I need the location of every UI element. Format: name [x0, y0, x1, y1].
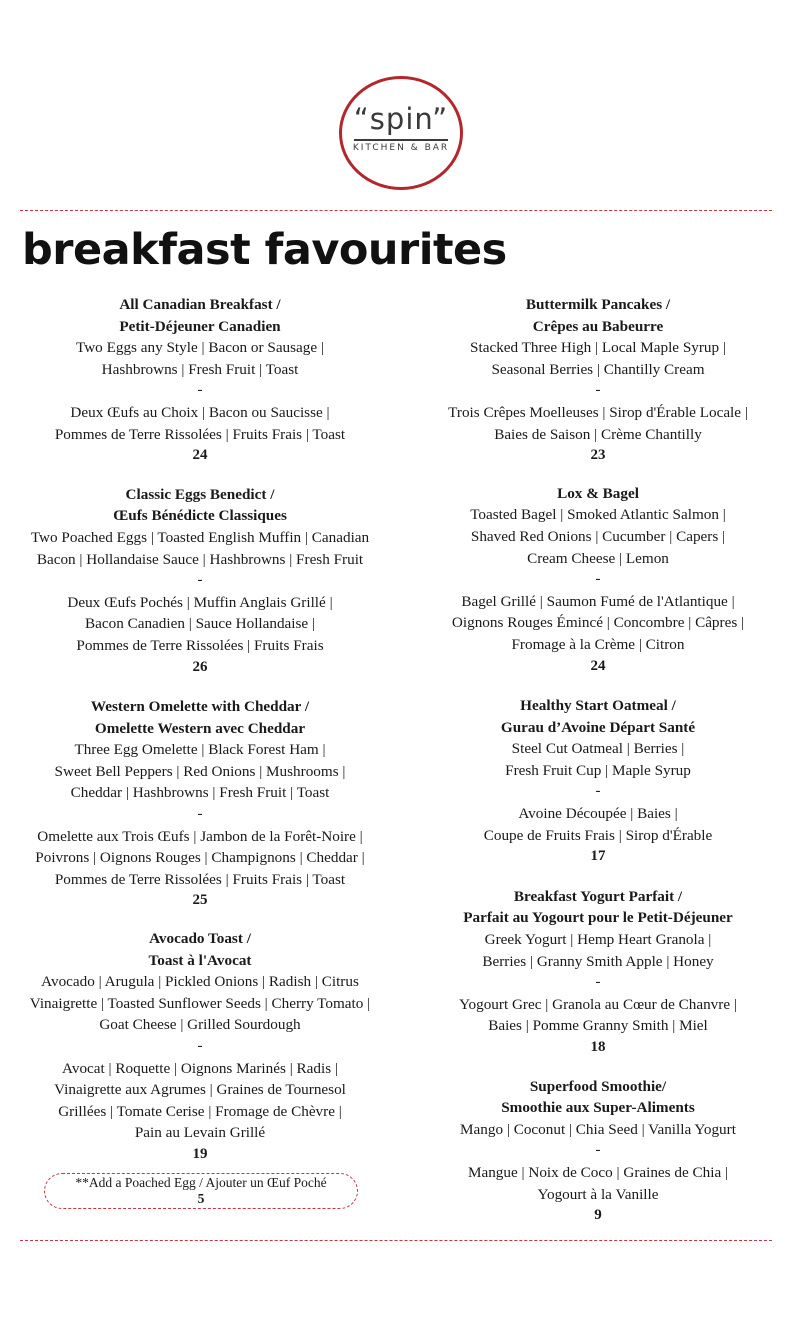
item-description-fr: Coupe de Fruits Frais | Sirop d'Érable — [483, 826, 713, 844]
item-description-fr: Pommes de Terre Rissolées | Fruits Frais | Toast — [54, 425, 346, 443]
item-description-en: Toasted Bagel | Smoked Atlantic Salmon | — [470, 506, 726, 524]
item-description-fr: Pain au Levain Grillé — [134, 1124, 266, 1142]
item-description-en: Goat Cheese | Grilled Sourdough — [99, 1016, 301, 1034]
item-description-en: Sweet Bell Peppers | Red Onions | Mushrooms | — [54, 762, 346, 780]
item-title: All Canadian Breakfast / — [119, 296, 281, 313]
item-description-en: Vinaigrette | Toasted Sunflower Seeds | Cherry Tomato | — [29, 994, 371, 1012]
item-description-fr: Avocat | Roquette | Oignons Marinés | Radis | — [62, 1059, 338, 1077]
item-description-en: Two Poached Eggs | Toasted English Muffin | Canadian — [30, 528, 370, 546]
item-separator: - — [595, 382, 601, 399]
item-separator: - — [197, 806, 203, 823]
item-separator: - — [197, 572, 203, 589]
item-description-en: Shaved Red Onions | Cucumber | Capers | — [470, 527, 726, 545]
item-title: Buttermilk Pancakes / — [525, 296, 671, 313]
item-title: Healthy Start Oatmeal / — [520, 697, 676, 715]
item-title: Smoothie aux Super-Aliments — [501, 1099, 695, 1117]
item-title: Breakfast Yogurt Parfait / — [513, 887, 683, 905]
item-title: Omelette Western avec Cheddar — [94, 719, 306, 737]
item-description-fr: Yogourt à la Vanille — [537, 1185, 659, 1203]
addon-badge — [44, 1173, 358, 1209]
addon-text: **Add a Poached Egg / Ajouter un Œuf Poché — [75, 1175, 327, 1190]
item-price: 17 — [590, 848, 606, 865]
menu-item — [400, 695, 796, 868]
item-description-fr: Fromage à la Crème | Citron — [511, 635, 685, 653]
right-menu-column — [400, 294, 796, 1227]
logo-wordmark: “spin” — [353, 102, 449, 136]
item-separator: - — [197, 382, 203, 399]
item-description-fr: Yogourt Grec | Granola au Cœur de Chanvre | — [459, 995, 737, 1013]
item-description-fr: Trois Crêpes Moelleuses | Sirop d'Érable Locale | — [448, 403, 748, 421]
item-price: 9 — [594, 1207, 602, 1224]
item-description-fr: Vinaigrette aux Agrumes | Graines de Tournesol — [54, 1081, 346, 1099]
item-description-fr: Omelette aux Trois Œufs | Jambon de la Forêt-Noire | — [37, 827, 363, 845]
top-divider — [20, 210, 772, 211]
bottom-divider — [20, 1240, 772, 1241]
menu-item — [400, 483, 796, 677]
item-price: 18 — [590, 1039, 606, 1055]
item-title: Classic Eggs Benedict / — [125, 485, 275, 503]
item-description-en: Three Egg Omelette | Black Forest Ham | — [74, 741, 326, 759]
item-separator: - — [595, 974, 601, 991]
item-description-fr: Deux Œufs Pochés | Muffin Anglais Grillé | — [67, 593, 333, 611]
item-title: Petit-Déjeuner Canadien — [119, 317, 281, 335]
item-description-en: Mango | Coconut | Chia Seed | Vanilla Yogurt — [460, 1120, 736, 1138]
item-price: 25 — [192, 892, 208, 909]
item-description-en: Seasonal Berries | Chantilly Cream — [491, 360, 705, 378]
item-title: Western Omelette with Cheddar / — [90, 698, 310, 716]
item-description-en: Avocado | Arugula | Pickled Onions | Radish | Citrus — [41, 973, 359, 991]
item-description-en: Fresh Fruit Cup | Maple Syrup — [505, 761, 691, 779]
item-title: Crêpes au Babeurre — [532, 317, 664, 335]
item-description-fr: Mangue | Noix de Coco | Graines de Chia | — [467, 1163, 729, 1181]
item-description-en: Steel Cut Oatmeal | Berries | — [511, 740, 685, 758]
menu-item — [400, 886, 796, 1059]
menu-item — [400, 294, 796, 467]
item-title: Parfait au Yogourt pour le Petit-Déjeuner — [463, 909, 733, 927]
item-separator: - — [197, 1038, 203, 1054]
item-price: 24 — [590, 657, 606, 674]
item-description-en: Two Eggs any Style | Bacon or Sausage | — [76, 339, 324, 357]
page-title: breakfast favourites — [22, 225, 507, 275]
menu-item — [2, 696, 398, 912]
item-price: 19 — [192, 1145, 208, 1162]
logo-rule — [354, 139, 448, 141]
item-description-fr: Deux Œufs au Choix | Bacon ou Saucisse | — [70, 403, 330, 421]
menu-item — [2, 928, 398, 1166]
item-title: Œufs Bénédicte Classiques — [113, 507, 287, 525]
item-description-fr: Pommes de Terre Rissolées | Fruits Frais — [76, 636, 324, 654]
menu-item — [400, 1076, 796, 1227]
spin-logo — [339, 76, 463, 190]
item-description-en: Bacon | Hollandaise Sauce | Hashbrowns | Fresh Fruit — [36, 550, 364, 568]
item-description-en: Cheddar | Hashbrowns | Fresh Fruit | Toast — [70, 784, 330, 802]
item-separator: - — [595, 571, 601, 588]
item-title: Toast à l'Avocat — [148, 951, 252, 969]
item-title: Avocado Toast / — [149, 930, 251, 948]
item-title: Superfood Smoothie/ — [529, 1077, 667, 1095]
item-description-fr: Poivrons | Oignons Rouges | Champignons | Cheddar | — [35, 849, 365, 867]
item-description-en: Cream Cheese | Lemon — [527, 549, 669, 567]
menu-item — [2, 484, 398, 678]
item-description-fr: Baies | Pomme Granny Smith | Miel — [488, 1017, 708, 1035]
item-description-fr: Avoine Découpée | Baies | — [518, 805, 678, 823]
item-description-fr: Bagel Grillé | Saumon Fumé de l'Atlantique | — [461, 592, 735, 610]
item-price: 23 — [590, 447, 606, 464]
item-description-fr: Oignons Rouges Émincé | Concombre | Câpres | — [451, 614, 745, 632]
item-price: 26 — [192, 658, 208, 675]
item-separator: - — [595, 783, 601, 800]
item-separator: - — [595, 1142, 601, 1159]
item-description-fr: Baies de Saison | Crème Chantilly — [494, 425, 702, 443]
item-title: Lox & Bagel — [557, 484, 639, 502]
logo-subtitle: KITCHEN & BAR — [352, 143, 450, 153]
item-description-fr: Pommes de Terre Rissolées | Fruits Frais | Toast — [54, 870, 346, 888]
item-description-en: Greek Yogurt | Hemp Heart Granola | — [484, 931, 712, 949]
item-description-en: Berries | Granny Smith Apple | Honey — [482, 952, 714, 970]
menu-item — [2, 294, 398, 467]
item-title: Gurau d’Avoine Départ Santé — [500, 718, 696, 736]
item-description-en: Stacked Three High | Local Maple Syrup | — [470, 339, 726, 357]
item-price: 24 — [192, 447, 208, 464]
item-description-en: Hashbrowns | Fresh Fruit | Toast — [101, 360, 299, 378]
addon-price: 5 — [197, 1191, 205, 1206]
item-description-fr: Grillées | Tomate Cerise | Fromage de Chèvre | — [58, 1102, 342, 1120]
item-description-fr: Bacon Canadien | Sauce Hollandaise | — [84, 615, 316, 633]
left-menu-column — [2, 294, 398, 1166]
